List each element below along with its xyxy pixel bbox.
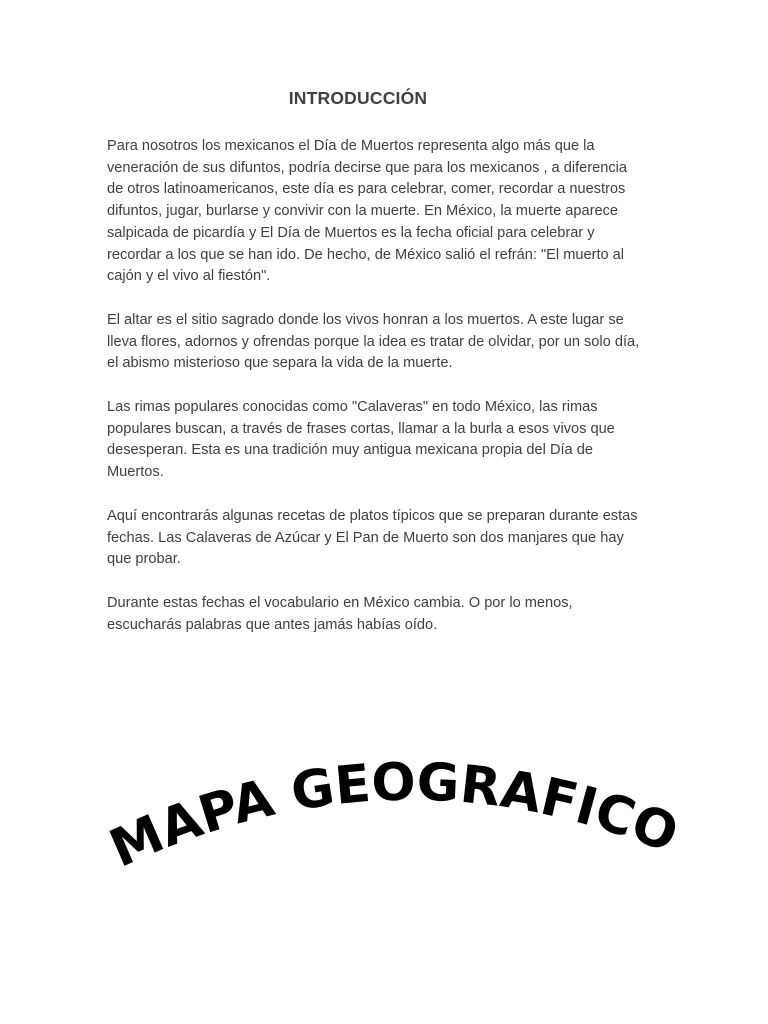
paragraph-line: fechas. Las Calaveras de Azúcar y El Pan de Muerto son dos manjares que hay: [107, 529, 624, 546]
paragraph-vocabulario: [107, 593, 667, 636]
paragraph-line: cajón y el vivo al fiestón".: [107, 268, 271, 285]
paragraph-line: Para nosotros los mexicanos el Día de Muertos representa algo más que la: [107, 138, 595, 154]
paragraph-line: difuntos, jugar, burlarse y convivir con la muerte. En México, la muerte aparece: [107, 203, 619, 220]
paragraph-line: Aquí encontrarás algunas recetas de platos típicos que se preparan durante estas: [107, 507, 638, 524]
paragraph-line: populares buscan, a través de frases cortas, llamar a la burla a esos vivos que: [107, 420, 615, 437]
paragraph-line: lleva flores, adornos y ofrendas porque la idea es tratar de olvidar, por un solo día,: [107, 333, 640, 350]
wordart-title: [0, 750, 768, 910]
paragraph-line: desesperan. Esta es una tradición muy antigua mexicana propia del Día de: [107, 442, 593, 459]
paragraph-line: Durante estas fechas el vocabulario en México cambia. O por lo menos,: [107, 594, 573, 611]
paragraph-line: escucharás palabras que antes jamás habías oído.: [107, 616, 438, 633]
paragraph-calaveras: [107, 397, 667, 484]
paragraph-line: de otros latinoamericanos, este día es para celebrar, comer, recordar a nuestros: [107, 181, 626, 198]
paragraph-dia-de-muertos: [107, 136, 667, 288]
paragraph-line: salpicada de picardía y El Día de Muertos es la fecha oficial para celebrar y: [107, 224, 595, 241]
paragraph-line: veneración de sus difuntos, podría decirse que para los mexicanos , a diferencia: [107, 159, 628, 176]
paragraph-line: Las rimas populares conocidas como "Calaveras" en todo México, las rimas: [107, 399, 598, 416]
paragraph-line: Muertos.: [107, 464, 164, 481]
wordart-textpath: MAPA GEOGRAFICO: [101, 752, 686, 880]
paragraph-recetas: [107, 506, 667, 571]
wordart-text: [101, 752, 685, 879]
paragraph-line: recordar a los que se han ido. De hecho, de México salió el refrán: "El muerto al: [107, 246, 625, 263]
paragraph-line: el abismo misterioso que separa la vida de la muerte.: [107, 355, 453, 372]
page-title: INTRODUCCIÓN: [288, 88, 428, 108]
paragraph-altar: [107, 310, 667, 375]
paragraph-line: que probar.: [107, 551, 181, 568]
paragraph-line: El altar es el sitio sagrado donde los vivos honran a los muertos. A este lugar se: [107, 311, 624, 328]
body-text: [107, 136, 667, 658]
